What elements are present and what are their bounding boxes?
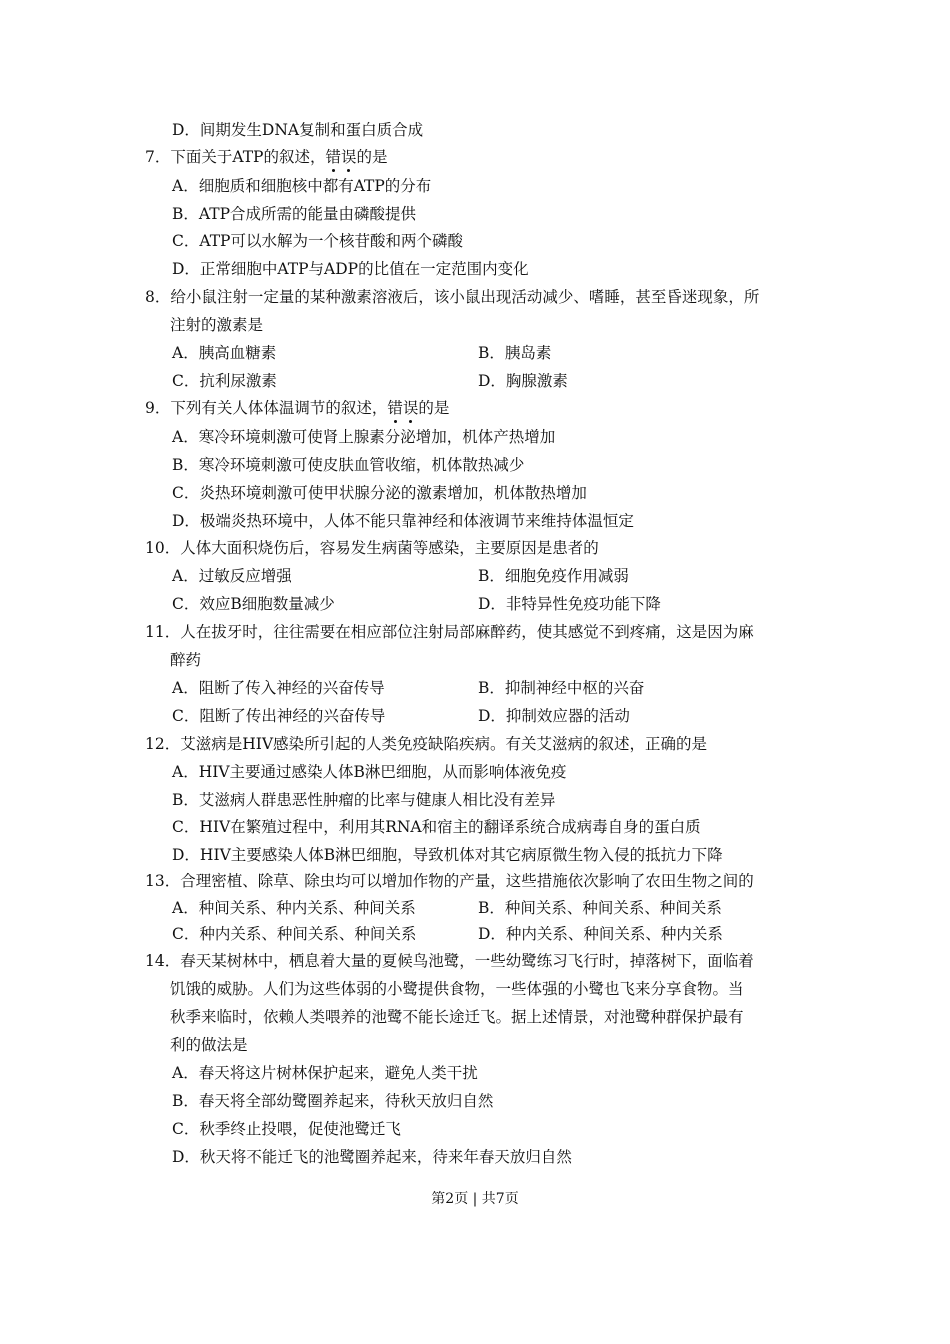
q10-option-b: B．细胞免疫作用减弱 bbox=[478, 567, 629, 585]
q9-option-b: B．寒冷环境刺激可使皮肤血管收缩，机体散热减少 bbox=[172, 456, 525, 474]
q12-stem: 12．艾滋病是HIV感染所引起的人类免疫缺陷疾病。有关艾滋病的叙述，正确的是 bbox=[145, 735, 708, 753]
q8-option-c: C．抗利尿激素 bbox=[172, 372, 277, 390]
q14-stem-line-2: 饥饿的威胁。人们为这些体弱的小鹭提供食物，一些体强的小鹭也飞来分享食物。当 bbox=[170, 980, 744, 998]
q7-option-a: A．细胞质和细胞核中都有ATP的分布 bbox=[172, 177, 432, 195]
q11-option-a: A．阻断了传入神经的兴奋传导 bbox=[172, 679, 385, 697]
q11-option-d: D．抑制效应器的活动 bbox=[478, 707, 630, 725]
q9-option-a: A．寒冷环境刺激可使肾上腺素分泌增加，机体产热增加 bbox=[172, 428, 556, 446]
q7-emphasis-char-2: 误 bbox=[341, 148, 357, 166]
q8-stem-line-2: 注射的激素是 bbox=[170, 316, 264, 334]
q9-option-d: D．极端炎热环境中，人体不能只靠神经和体液调节来维持体温恒定 bbox=[172, 512, 634, 530]
q14-option-b: B．春天将全部幼鹭圈养起来，待秋天放归自然 bbox=[172, 1092, 494, 1110]
q10-option-c: C．效应B细胞数量减少 bbox=[172, 595, 335, 613]
q7-emphasis-char-1: 错 bbox=[325, 148, 341, 166]
q14-option-a: A．春天将这片树林保护起来，避免人类干扰 bbox=[172, 1064, 478, 1082]
q13-option-b: B．种间关系、种间关系、种间关系 bbox=[478, 899, 722, 917]
q12-option-b: B．艾滋病人群患恶性肿瘤的比率与健康人相比没有差异 bbox=[172, 791, 556, 809]
q14-option-d: D．秋天将不能迁飞的池鹭圈养起来，待来年春天放归自然 bbox=[172, 1148, 572, 1166]
q7-option-d: D．正常细胞中ATP与ADP的比值在一定范围内变化 bbox=[172, 260, 529, 278]
q14-stem-line-1: 14．春天某树林中，栖息着大量的夏候鸟池鹭，一些幼鹭练习飞行时，掉落树下，面临着 bbox=[145, 952, 754, 970]
q14-stem-line-3: 秋季来临时，依赖人类喂养的池鹭不能长途迁飞。据上述情景，对池鹭种群保护最有 bbox=[170, 1008, 744, 1026]
q7-option-b: B．ATP合成所需的能量由磷酸提供 bbox=[172, 205, 417, 223]
q8-option-d: D．胸腺激素 bbox=[478, 372, 568, 390]
q12-option-a: A．HIV主要通过感染人体B淋巴细胞，从而影响体液免疫 bbox=[172, 763, 567, 781]
q12-option-c: C．HIV在繁殖过程中，利用其RNA和宿主的翻译系统合成病毒自身的蛋白质 bbox=[172, 818, 701, 836]
q7-stem-text: 7．下面关于ATP的叙述， bbox=[145, 148, 326, 166]
q7-option-c: C．ATP可以水解为一个核苷酸和两个磷酸 bbox=[172, 232, 463, 250]
q9-emphasis-char-1: 错 bbox=[387, 399, 403, 417]
q10-option-d: D．非特异性免疫功能下降 bbox=[478, 595, 661, 613]
q11-stem-line-2: 醉药 bbox=[170, 651, 202, 669]
q8-stem-line-1: 8．给小鼠注射一定量的某种激素溶液后，该小鼠出现活动减少、嗜睡，甚至昏迷现象，所 bbox=[145, 288, 760, 306]
q13-option-a: A．种间关系、种内关系、种间关系 bbox=[172, 899, 416, 917]
q9-stem-tail: 的是 bbox=[418, 399, 450, 417]
q10-stem: 10．人体大面积烧伤后，容易发生病菌等感染，主要原因是患者的 bbox=[145, 539, 599, 557]
q13-option-c: C．种内关系、种间关系、种间关系 bbox=[172, 925, 417, 943]
q14-option-c: C．秋季终止投喂，促使池鹭迁飞 bbox=[172, 1120, 401, 1138]
q13-stem: 13．合理密植、除草、除虫均可以增加作物的产量，这些措施依次影响了农田生物之间的 bbox=[145, 872, 754, 890]
q12-option-d: D．HIV主要感染人体B淋巴细胞，导致机体对其它病原微生物入侵的抵抗力下降 bbox=[172, 846, 723, 864]
q9-stem-text: 9．下列有关人体体温调节的叙述， bbox=[145, 399, 388, 417]
q11-option-b: B．抑制神经中枢的兴奋 bbox=[478, 679, 645, 697]
q8-option-b: B．胰岛素 bbox=[478, 344, 552, 362]
q13-option-d: D．种内关系、种间关系、种内关系 bbox=[478, 925, 723, 943]
q14-stem-line-4: 利的做法是 bbox=[170, 1036, 248, 1054]
q6-option-d: D．间期发生DNA复制和蛋白质合成 bbox=[172, 121, 424, 139]
q8-option-a: A．胰高血糖素 bbox=[172, 344, 277, 362]
q7-stem-tail: 的是 bbox=[356, 148, 388, 166]
q11-stem-line-1: 11．人在拔牙时，往往需要在相应部位注射局部麻醉药，使其感觉不到疼痛，这是因为麻 bbox=[145, 623, 754, 641]
q9-option-c: C．炎热环境刺激可使甲状腺分泌的激素增加，机体散热增加 bbox=[172, 484, 587, 502]
q9-stem bbox=[145, 398, 449, 418]
q11-option-c: C．阻断了传出神经的兴奋传导 bbox=[172, 707, 386, 725]
q7-stem bbox=[145, 147, 388, 167]
q9-emphasis-char-2: 误 bbox=[402, 399, 419, 417]
q10-option-a: A．过敏反应增强 bbox=[172, 567, 292, 585]
page-footer: 第2页 | 共7页 bbox=[431, 1191, 519, 1207]
